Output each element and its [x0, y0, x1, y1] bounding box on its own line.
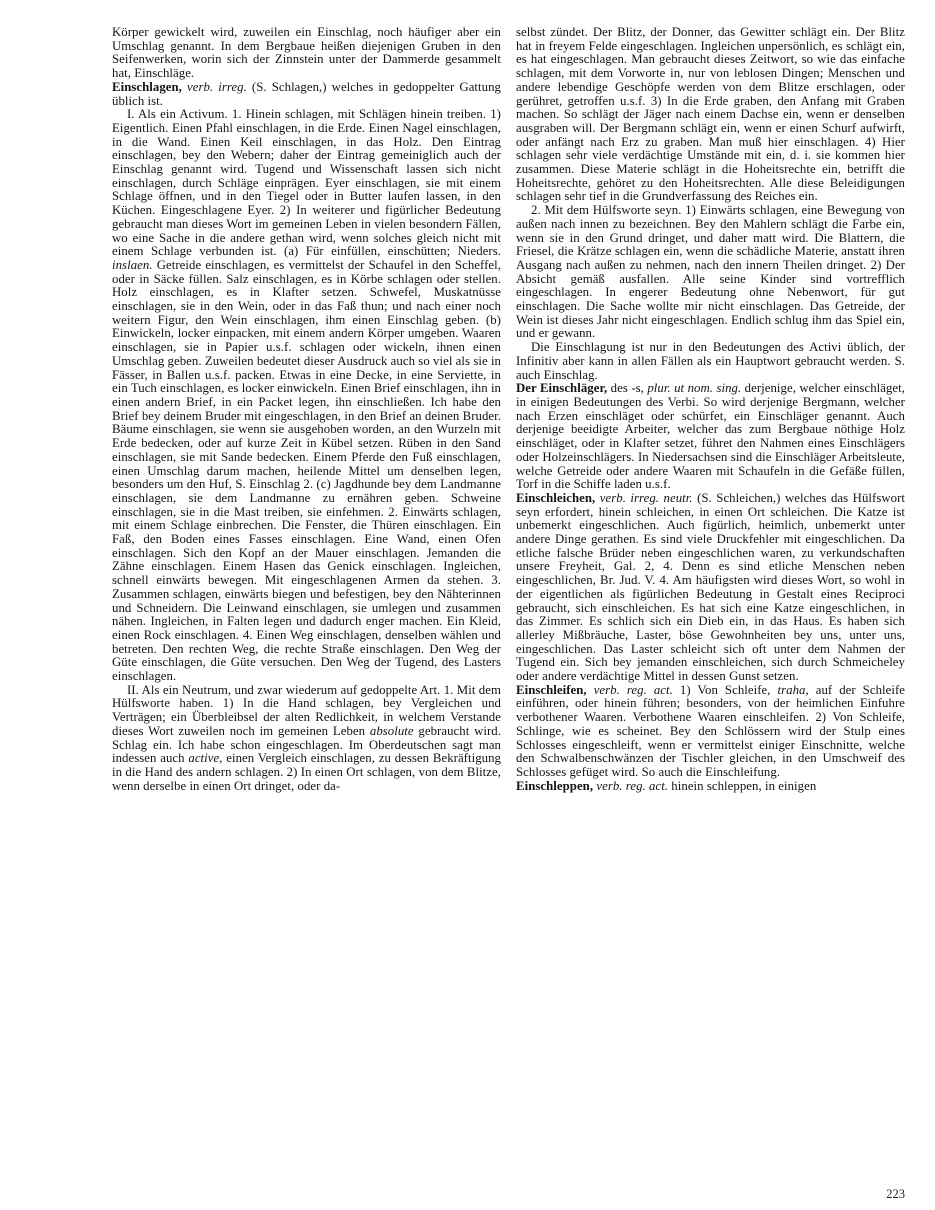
entry-einschleichen [516, 492, 905, 684]
text-run: des -s, [607, 381, 648, 396]
entry-einschlagen [112, 81, 501, 108]
text-run: (S. Schlagen,) welches in gedoppelter Gattung üblich ist. [112, 79, 501, 108]
text-run: (S. Schleichen,) welches das Hülfswort seyn erfordert, hinein schleichen, in einen Ort schleichen. Die Katze ist unbemerkt eingeschlichen. Auch figürlich, heimlich, unbemerkt unter andere Dinge gerathen. Es sind viele Druckfehler mit eingeschlichen. Da etliche falsche Brüder neben eingeschlichen waren, zu verkundschaften unsere Freyheit, Gal. 2, 4. Denn es sind etliche Menschen neben eingeschlichen, Br. Jud. V. 4. Am häufigsten wird dieses Wort, so wohl in der eigentlichen als figürlichen Bedeutung in Gestalt eines Reciproci gebraucht, sich einschleichen. Es hat sich eine Katze eingeschlichen, in das Zimmer. Es schlich sich ein Dieb ein, in das Haus. Es haben sich allerley Mißbräuche, Laster, böse Gewohnheiten bey uns, unter uns, eingeschlichen. Das Laster schleicht sich oft unter dem Nahmen der Tugend ein. Sich bey jemanden einschleichen, sich durch Schmeicheley oder andere verdächtige Mittel in dessen Gunst setzen. [516, 490, 906, 684]
text-run: 2. Mit dem Hülfsworte seyn. 1) Einwärts schlagen, eine Bewegung von außen nach innen zu bezeichnen. Bey den Mahlern schlägt die Farbe ein, wenn sie in den Grund dringet, und daher matt wird. Die Blattern, die Friesel, die Krätze schlagen ein, wenn die schädliche Materie, anstatt ihren Ausgang nach außen zu nehmen, nach den innern Theilen dringet. 2) Der Absicht gemäß ausfallen. Alle seine Kinder sind vortrefflich eingeschlagen. In engerer Bedeutung ohne Nebenwort, für gut einschlagen. Die Sache wollte mir nicht einschlagen. Das Getreide, der Wein ist dieses Jahr nicht eingeschlagen. Endlich schlug ihm das Spiel ein, und er gewann. [516, 203, 905, 341]
paragraph-continuation-blitz [516, 26, 905, 204]
page-number: 223 [886, 1187, 905, 1201]
entry-einschleppen [516, 780, 905, 794]
text-run: Die Einschlagung ist nur in den Bedeutungen des Activi üblich, der Infinitiv aber kann in allen Fällen als ein Hauptwort gebraucht werden. S. auch Einschlag. [516, 340, 905, 382]
headword: Einschlagen, [112, 79, 182, 94]
text-run: derjenige, welcher einschläget, in einigen Bedeutungen des Verbi. So wird derjenige Bergmann, welcher nach Erzen einschläget oder schürfet, ein Einschläger genannt. Auch derjenige beeidigte Arbeiter, welcher das zum Bergbaue nöthige Holz einschläget, oder in Klafter setzet, führet den Nahmen eines Einschlägers oder Holzeinschlägers. In Niedersachsen sind die Einschläger Arbeitsleute, welche Getreide oder andere Waaren mit Schaufeln in die Gefäße füllen, Torf in die Schiffe laden u.s.f. [516, 381, 906, 492]
entry-einschleifen [516, 684, 905, 780]
headword: Einschleichen, [516, 490, 596, 505]
grammar-label: verb. reg. act. [593, 682, 673, 697]
entry-einschlaeger [516, 382, 905, 492]
text-run: gebraucht wird. Schlag ein. Ich habe schon eingeschlagen. Im Oberdeutschen sagt man indessen auch [112, 723, 501, 766]
text-run: auf der Schleife einführen, oder hinein führen; besonders, von der heimlichen Einfuhre verbothener Waaren. Verbothene Waaren einschleifen. 2) Von Schleife, Schlinge, wie es scheinet. Bey den Schlössern wird der Stulp eines Schlosses eingeschleift, wenn er vermittelst einiger Einschnitte, welche den Schwalbenschwänzen der Tischler gleichen, in den Umschweif des Schlosses gefüget wird. So auch die Einschleifung. [516, 682, 905, 779]
text-run: II. Als ein Neutrum, und zwar wiederum auf gedoppelte Art. 1. Mit dem Hülfsworte haben. 1) In die Hand schlagen, bey Vergleichen und Verträgen; ein Überbleibsel der alten Redlichkeit, in welchem Verstande dieses Wort zuweilen noch im gemeinen Leben [112, 682, 501, 738]
headword: Einschleppen, [516, 778, 594, 793]
text-run: I. Als ein Activum. 1. Hinein schlagen, mit Schlägen hinein treiben. 1) Eigentlich. Einen Pfahl einschlagen, in die Erde. Einen Nagel einschlagen, in die Wand. Einen Keil einschlagen, in das Holz. Den Eintrag einschlagen, bey den Webern; daher der Eintrag gemeiniglich auch der Einschlag genannt wird. Tugend und Wissenschaft lassen sich nicht einschlagen, durch Schläge einprägen. Eyer einschlagen, sie mit einem Schlage öffnen, und in den Tiegel oder in Butter laufen lassen, in den Küchen. Eingeschlagene Eyer. 2) In weiterer und figürlicher Bedeutung gebraucht man dieses Wort im gemeinen Leben in vielen besondern Fällen, wo eine Sache in die andere gethan wird, wenn solches gleich nicht mit einem Schlage verbunden ist. (a) Für einfüllen, einschütten; Nieders. [112, 107, 501, 259]
grammar-label: verb. irreg. [187, 79, 247, 94]
grammar-label: active, [188, 751, 223, 766]
grammar-label: verb. irreg. neutr. [599, 490, 693, 505]
text-run: 1) Von Schleife, [672, 682, 778, 697]
text-run: selbst zündet. Der Blitz, der Donner, das Gewitter schlägt ein. Der Blitz hat in freyem Felde eingeschlagen. Ingleichen unpersönlich, es schlägt ein, es hat eingeschlagen. Man gebraucht dieses Zeitwort, so wie das einfache schlagen, mit dem Vorworte in, nur von leblosen Dingen; Menschen und andere lebendige Geschöpfe werden von dem Blitze erschlagen, oder gerühret, getroffen u.s.f. 3) In die Erde graben, den Anfang mit Graben machen. So schlägt der Jäger nach einem Dachse ein, wenn er denselben ausgraben will. Der Bergmann schlägt ein, wenn er einen Schurf aufwirft, oder anfängt nach Erz zu graben. Man muß hier einschlagen. 4) Hier schlagen sehr viele verdächtige Umstände mit ein, d. i. sie kommen hier zusammen. Diese Materie schlägt in die Hoheitsrechte ein, betrifft die Hoheitsrechte, gehöret zu den Hoheitsrechten. Alle diese Beleidigungen schlagen sehr tief in die Grundverfassung des Reiches ein. [516, 25, 905, 204]
grammar-label: traha, [777, 682, 809, 697]
paragraph-continuation [112, 26, 501, 81]
headword: Einschleifen, [516, 682, 587, 697]
headword: Der Einschläger, [516, 381, 608, 396]
grammar-label: inslaen. [112, 257, 153, 272]
text-run: Körper gewickelt wird, zuweilen ein Einschlag, noch häufiger aber ein Umschlag genannt. In dem Bergbaue heißen diejenigen Gruben in den Seifenwerken, worin sich der Zinnstein unter der Dammerde gesammelt hat, Einschläge. [112, 25, 501, 81]
text-run: einen Vergleich einschlagen, zu dessen Bekräftigung in die Hand des andern schlagen. 2) In einen Ort schlagen, von dem Blitze, wenn derselbe in einen Ort dringet, oder da- [112, 751, 501, 793]
text-run: Getreide einschlagen, es vermittelst der Schaufel in den Scheffel, oder in Säcke füllen. Salz einschlagen, es in Körbe schlagen oder stellen. Holz einschlagen, es in Klafter setzen. Schwefel, Muskatnüsse einschlagen, sie in den Wein, oder in das Faß thun; und nach einer noch weitern Figur, den Wein einschlagen, ihm einen Einschlag geben. (b) Einwickeln, locker einpacken, mit einem andern Körper umgeben. Waaren einschlagen, sie in Papier u.s.f. schlagen oder wickeln, ihnen einen Umschlag geben. Zuweilen bedeutet dieser Ausdruck auch so viel als sie in Fässer, in Ballen u.s.f. packen. Etwas in eine Decke, in eine Serviette, in ein Tuch einschlagen, es locker einwickeln. Einen Brief einschlagen, ihn in einen andern Brief, in ein Packet legen, ihn einschließen. Ich habe den Brief bey deinem Bruder mit eingeschlagen, in den Brief an deinen Bruder. Bäume einschlagen, sie wenn sie ausgehoben worden, an den Wurzeln mit Erde bedecken, oder auf kurze Zeit in Kübel setzen. Rüben in den Sand einschlagen, sie mit Sande bedecken. Einem Pferde den Fuß einschlagen, einen Umschlag darum machen, heilende Mittel um denselben legen, besonders um den Huf, S. Einschlag 2. (c) Jagdhunde bey dem Landmanne einschlagen, sie dem Landmanne zu ernähren geben. Schweine einschlagen, sie in die Mast treiben, sie einfehmen. 2. Einwärts schlagen, mit einem Schlage einbrechen. Die Fenster, die Thüren einschlagen. Ein Faß, den Boden eines Fasses einschlagen. Eine Wand, einen Ofen einschlagen. Sich den Kopf an der Mauer einschlagen. Jemanden die Zähne einschlagen. Einem Hasen das Genick einschlagen. Ingleichen, schnell einwärts bewegen. Mit eingeschlagenen Armen da stehen. 3. Zusammen schlagen, einwärts biegen und befestigen, bey den Nähterinnen und Schneidern. Die Leinwand einschlagen, sie umlegen und zusammen nähen. Ingleichen, in Falten legen und dadurch enger machen. Ein Kleid, einen Rock einschlagen. 4. Einen Weg einschlagen, denselben wählen und betreten. Den rechten Weg, die rechte Straße einschlagen. Den Weg der Güte einschlagen, die Güte versuchen. Den Weg der Tugend, des Lasters einschlagen. [112, 257, 501, 684]
text-run [587, 683, 594, 697]
paragraph-activum [112, 108, 501, 684]
grammar-label: verb. reg. act. [596, 778, 669, 793]
grammar-label: plur. ut nom. sing. [647, 381, 742, 396]
paragraph-einschlagung [516, 341, 905, 382]
left-column [112, 26, 501, 1176]
text-columns [112, 26, 905, 1176]
paragraph-neutrum [112, 684, 501, 794]
text-run: hinein schleppen, in einigen [668, 778, 817, 793]
paragraph-seyn [516, 204, 905, 341]
right-column [516, 26, 905, 1176]
grammar-label: absolute [369, 723, 414, 738]
